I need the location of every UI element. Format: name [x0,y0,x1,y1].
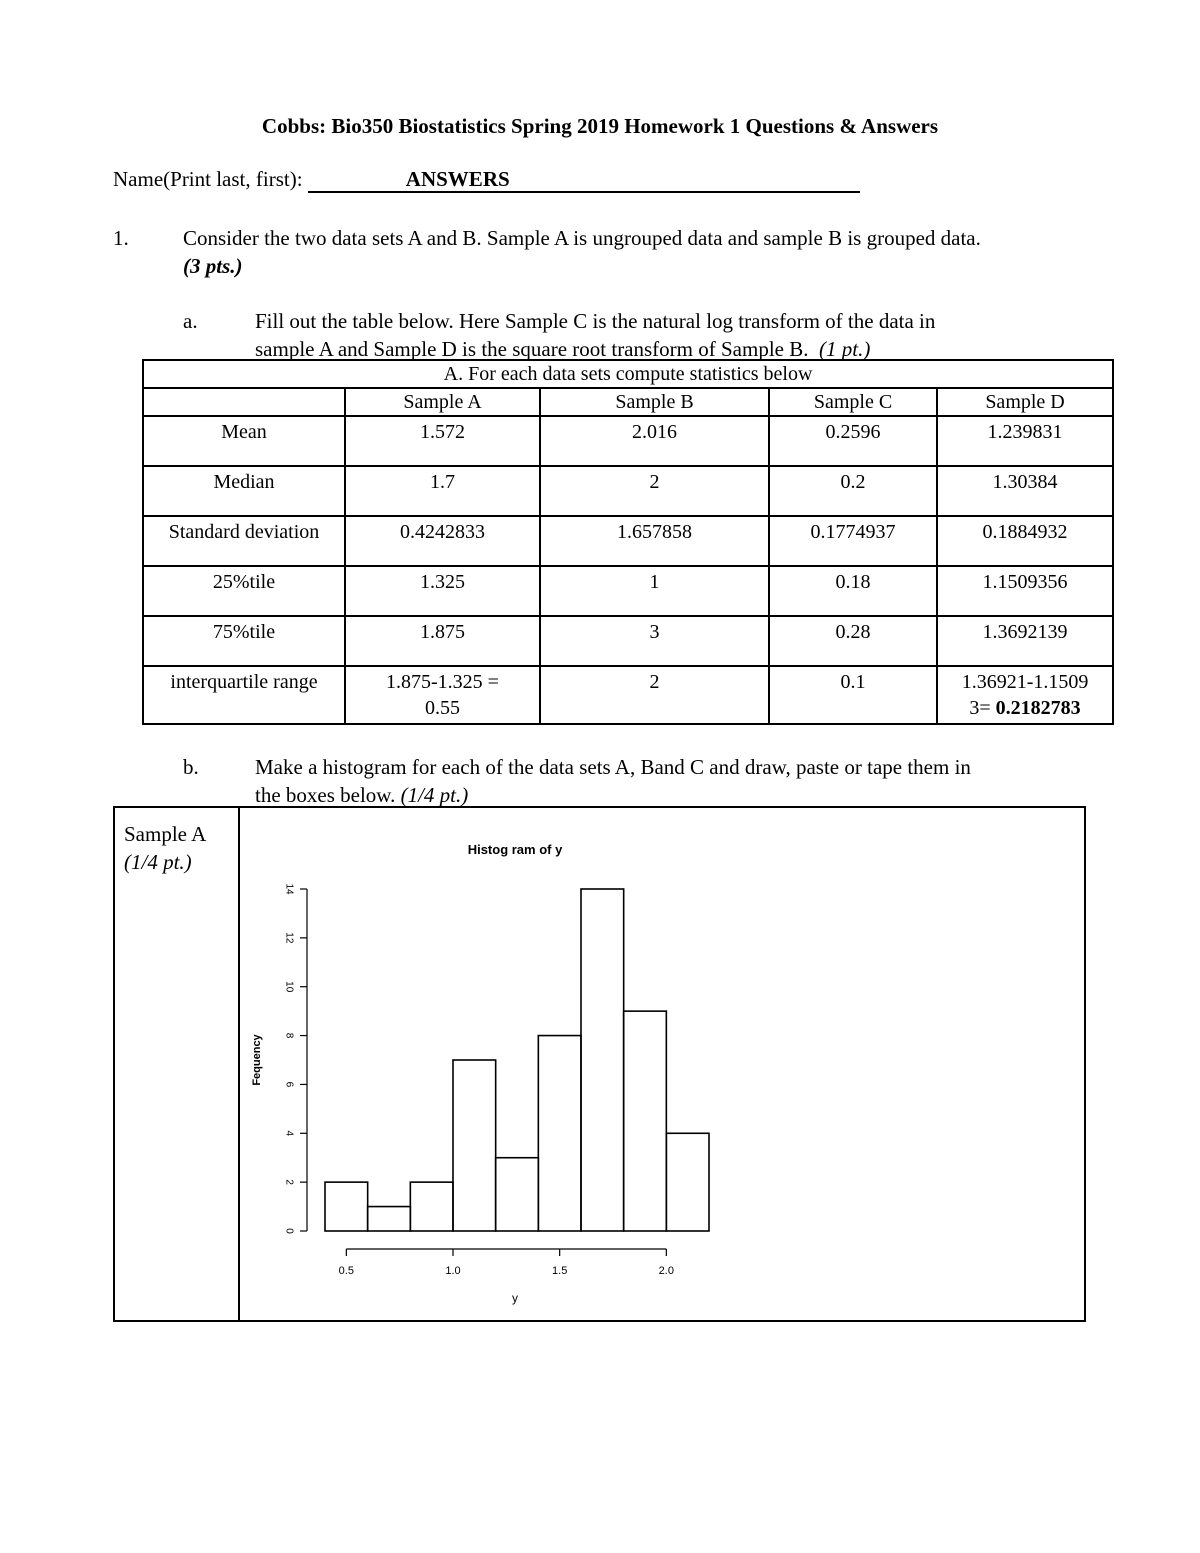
y-tick-label: 14 [283,883,295,895]
row-label: interquartile range [143,666,345,724]
iqr-a-line-1: 1.875-1.325 = [386,671,499,693]
part-b-line-2 [255,781,1105,809]
table-cell: 1.1509356 [937,566,1113,616]
y-tick-label: 8 [283,1032,295,1039]
table-cell: 0.28 [769,616,937,666]
part-b-line-2-text: the boxes below. [255,783,396,807]
part-a-letter: a. [183,309,198,333]
row-label: Mean [143,416,345,466]
row-label: 25%tile [143,566,345,616]
y-axis-label: Fequency [251,1034,263,1086]
table-cell [345,666,540,724]
table-cell: 1.239831 [937,416,1113,466]
iqr-d-line-1: 1.36921-1.1509 [961,671,1089,693]
sample-label: Sample A [124,822,207,846]
table-cell: 1.7 [345,466,540,516]
table-cell: 3 [540,616,769,666]
column-header: Sample D [937,388,1113,416]
table-cell: 2 [540,666,769,724]
table-cell: 2.016 [540,416,769,466]
iqr-a-line-2: 0.55 [425,697,460,719]
x-axis-label: y [512,1291,518,1305]
column-header: Sample A [345,388,540,416]
table-cell: 1.572 [345,416,540,466]
part-a-points: (1 pt.) [819,337,871,361]
table-cell: 1.3692139 [937,616,1113,666]
column-header: Sample C [769,388,937,416]
histogram-bar [368,1207,411,1231]
table-cell: 0.4242833 [345,516,540,566]
histogram-bar [496,1158,539,1231]
y-axis [283,883,307,1234]
sample-points: (1/4 pt.) [124,850,192,874]
table-cell: 0.18 [769,566,937,616]
histogram-bar [538,1036,581,1231]
y-tick-label: 6 [283,1081,295,1088]
table-cell: 0.2596 [769,416,937,466]
table-cell: 0.1774937 [769,516,937,566]
x-tick-label: 2.0 [658,1265,674,1277]
part-a-line-2-text: sample A and Sample D is the square root transform of Sample B. [255,337,809,361]
sample-label-cell [124,820,206,876]
table-cell: 1 [540,566,769,616]
name-label: Name(Print last, first): [113,167,303,191]
name-field: ANSWERS [308,167,860,193]
table-row [143,666,1113,724]
table-cell: 1.325 [345,566,540,616]
part-b-line-1: Make a histogram for each of the data sets A, Band C and draw, paste or tape them in [255,755,971,779]
histogram-bar [666,1133,709,1231]
row-label: 75%tile [143,616,345,666]
x-tick-label: 1.0 [445,1265,461,1277]
iqr-d-value: 0.2182783 [995,697,1081,719]
x-tick-label: 1.5 [552,1265,568,1277]
y-tick-label: 0 [283,1228,295,1234]
iqr-d-prefix: 3= [969,697,991,719]
table-cell: 1.30384 [937,466,1113,516]
table-cell: 0.1 [769,666,937,724]
question-1-prompt: Consider the two data sets A and B. Sample A is ungrouped data and sample B is grouped data. [183,226,981,250]
question-number: 1. [113,226,129,250]
histogram-chart [240,808,1080,1318]
x-axis [339,1249,674,1277]
table-row [143,616,1113,666]
part-b-text [255,753,1105,809]
iqr-d-line-2 [942,695,1108,721]
table-cell: 1.657858 [540,516,769,566]
table-cell: 0.1884932 [937,516,1113,566]
y-tick-label: 2 [283,1179,295,1185]
y-tick-label: 12 [283,932,295,944]
row-label: Median [143,466,345,516]
table-caption: A. For each data sets compute statistics below [143,360,1113,388]
table-row [143,416,1113,466]
part-b-letter: b. [183,755,199,779]
part-a-line-1: Fill out the table below. Here Sample C is the natural log transform of the data in [255,309,936,333]
histogram-bar [624,1011,667,1231]
table-row [143,466,1113,516]
question-1-points: (3 pts.) [183,254,243,278]
table-cell: 0.2 [769,466,937,516]
name-row [113,167,860,193]
part-b-points: (1/4 pt.) [400,783,469,807]
question-1-text [183,224,1103,280]
y-tick-label: 10 [283,981,295,993]
part-a-text [255,307,1105,363]
x-tick-label: 0.5 [338,1265,354,1277]
column-header: Sample B [540,388,769,416]
table-row [143,516,1113,566]
table-cell [937,666,1113,724]
histogram-bar [325,1182,368,1231]
statistics-table [142,359,1114,725]
table-cell: 1.875 [345,616,540,666]
y-tick-label: 4 [283,1130,295,1137]
table-corner [143,388,345,416]
table-cell: 2 [540,466,769,516]
chart-title: Histog ram of y [467,842,563,857]
histogram-bars [325,889,709,1231]
row-label: Standard deviation [143,516,345,566]
table-row [143,566,1113,616]
histogram-bar [453,1060,496,1231]
histogram-bar [581,889,624,1231]
histogram-bar [410,1182,453,1231]
page-title: Cobbs: Bio350 Biostatistics Spring 2019 Homework 1 Questions & Answers [261,114,939,138]
